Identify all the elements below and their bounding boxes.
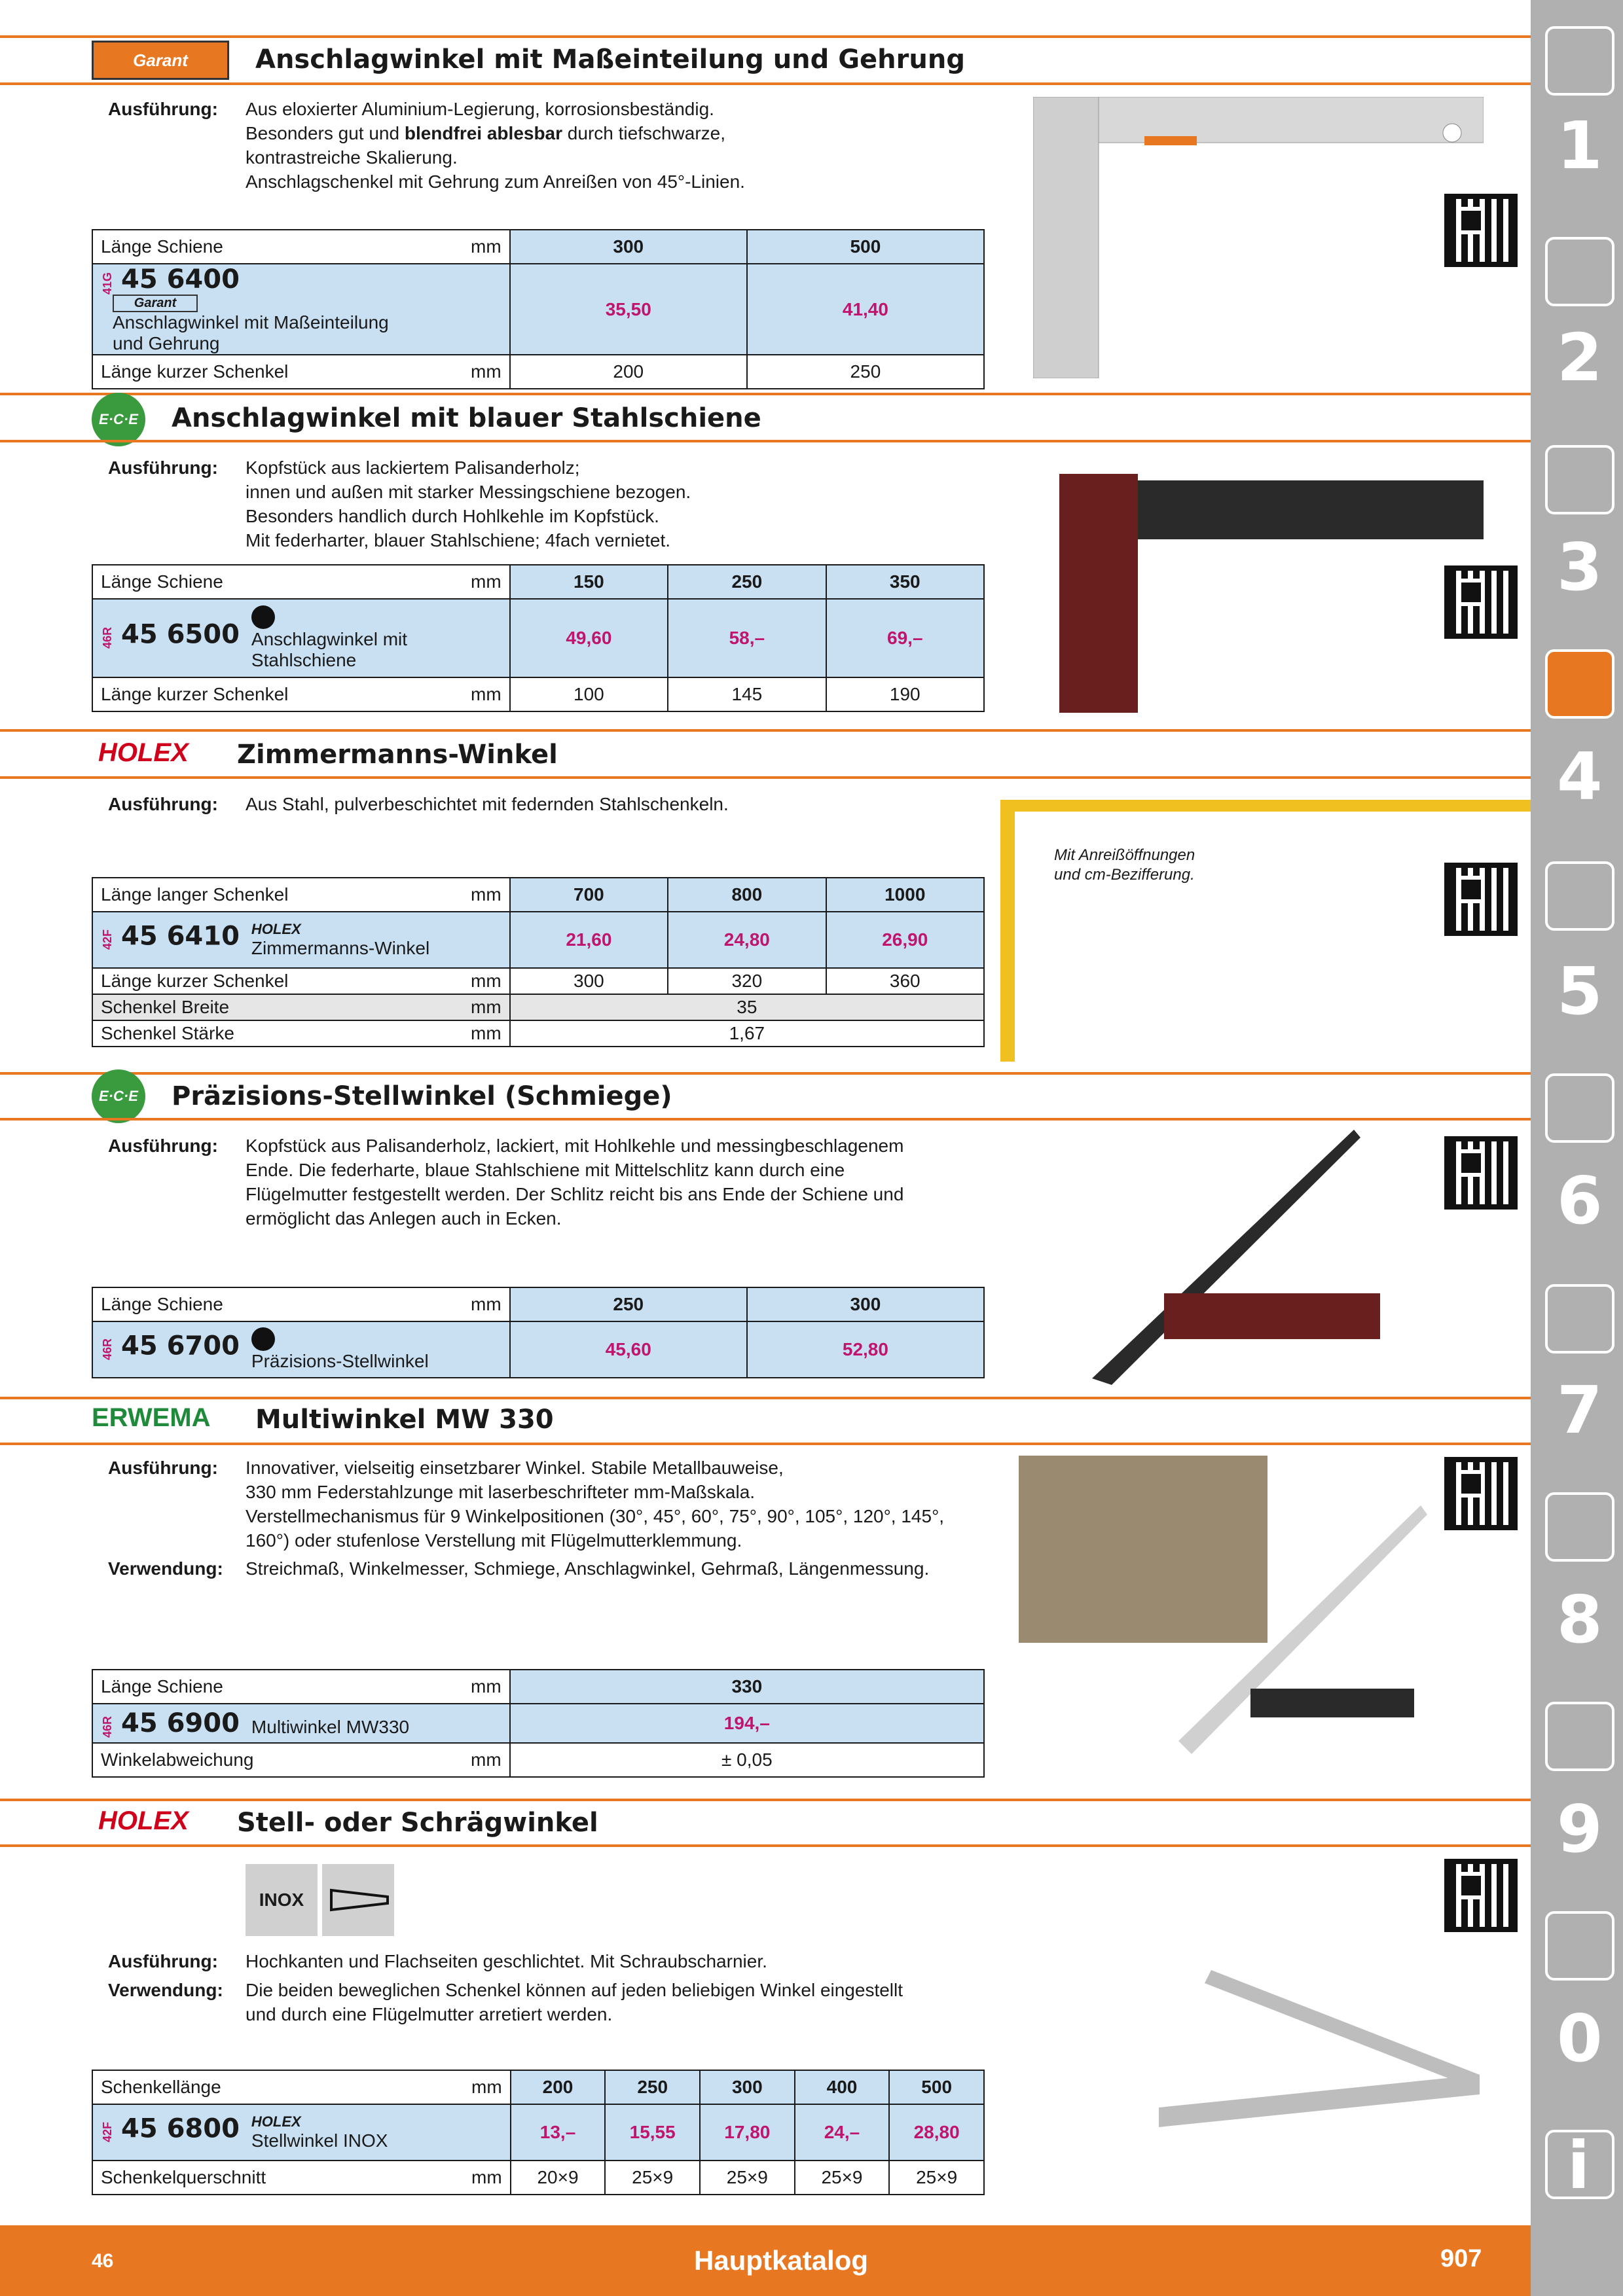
- price: 28,80: [889, 2104, 984, 2161]
- desc-label: Ausführung:: [108, 794, 218, 814]
- price: 17,80: [700, 2104, 795, 2161]
- inox-badge: INOX: [246, 1864, 318, 1936]
- article-cell: [92, 2104, 511, 2161]
- desc-text: Innovativer, vielseitig einsetzbarer Winkel. Stabile Metallbauweise, 330 mm Federstahlzunge mit laserbeschrifteter mm-Maßskala. Verstellmechanismus für 9 Winkelpositionen (30°, 45°, 60°, 75°, 90°, 105°, 120°, 145°, 160°) oder stufenlose Verstellung mit Flügelmutterklemmung.: [246, 1458, 945, 1551]
- article-name: Multiwinkel MW330: [251, 1716, 410, 1737]
- chapter-number: 2: [1557, 319, 1603, 396]
- section-divider: [0, 440, 1531, 442]
- qr-code[interactable]: [1444, 1859, 1518, 1932]
- row-label: Länge Schiene: [92, 230, 459, 264]
- unit: mm: [459, 994, 509, 1020]
- chapter-tab[interactable]: [1545, 1284, 1614, 1354]
- spec-table: [92, 2070, 985, 2195]
- article-name: Zimmermanns-Winkel: [251, 938, 430, 958]
- desc-label: Verwendung:: [108, 1558, 223, 1579]
- unit: mm: [460, 2070, 510, 2104]
- section-divider: [0, 1844, 1531, 1847]
- col-header: 1000: [826, 878, 984, 912]
- col-header: 250: [668, 565, 826, 599]
- value: 320: [668, 968, 826, 994]
- holex-logo: HOLEX: [98, 1806, 189, 1835]
- desc-label: Ausführung:: [108, 1458, 218, 1478]
- article-name: Präzisions-Stellwinkel: [251, 1351, 429, 1371]
- article-cell: [92, 264, 510, 355]
- article-cell: [92, 1321, 510, 1378]
- article-code: 42F: [101, 929, 114, 950]
- section-title: Anschlagwinkel mit Maßeinteilung und Gehrung: [255, 45, 965, 75]
- value: 190: [826, 677, 984, 711]
- product-image: [1152, 1964, 1486, 2179]
- section-divider: [0, 1799, 1531, 1801]
- price: 45,60: [510, 1321, 747, 1378]
- chapter-number: 9: [1557, 1791, 1603, 1867]
- col-header: 400: [795, 2070, 890, 2104]
- desc-label: Ausführung:: [108, 457, 218, 478]
- row-label: Schenkelquerschnitt: [92, 2161, 460, 2195]
- desc-text: Kopfstück aus lackiertem Palisanderholz; innen und außen mit starker Messingschiene bezogen. Besonders handlich durch Hohlkehle im Kopfstück. Mit federharter, blauer Stahlschiene; 4fach vernietet.: [246, 457, 691, 550]
- price: 21,60: [510, 912, 668, 968]
- value: 20×9: [511, 2161, 606, 2195]
- chapter-tab-active[interactable]: [1545, 649, 1614, 719]
- row-label: Winkelabweichung: [92, 1743, 459, 1777]
- chapter-number: 6: [1557, 1162, 1603, 1239]
- desc-text: Die beiden beweglichen Schenkel können auf jeden beliebigen Winkel eingestellt und durch eine Flügelmutter arretiert werden.: [246, 1980, 903, 2024]
- unit: mm: [459, 565, 509, 599]
- price: 49,60: [510, 599, 668, 677]
- product-image: [1178, 1505, 1427, 1780]
- section-divider: [0, 1118, 1531, 1121]
- section-divider: [0, 35, 1531, 38]
- section-divider: [0, 729, 1531, 732]
- holex-logo: HOLEX: [98, 738, 189, 767]
- spec-table: [92, 229, 985, 389]
- col-header: 700: [510, 878, 668, 912]
- ece-logo: E·C·E: [92, 393, 145, 446]
- garant-logo: Garant: [92, 41, 229, 80]
- brand-logo: HOLEX: [251, 2113, 301, 2130]
- qr-code[interactable]: [1444, 1136, 1518, 1210]
- description: [108, 1456, 1025, 1587]
- price: 69,–: [826, 599, 984, 677]
- value: 100: [510, 677, 668, 711]
- article-cell: [92, 1704, 510, 1743]
- row-label: Länge kurzer Schenkel: [92, 677, 459, 711]
- article-code: 46R: [101, 1338, 114, 1361]
- section-divider: [0, 1072, 1531, 1075]
- article-number[interactable]: 45 6400: [121, 264, 240, 295]
- spec-table: [92, 877, 985, 1047]
- col-header: 500: [889, 2070, 984, 2104]
- unit: mm: [459, 968, 509, 994]
- article-name: Stellwinkel INOX: [251, 2130, 388, 2151]
- price: 13,–: [511, 2104, 606, 2161]
- row-label: Länge kurzer Schenkel: [92, 355, 459, 389]
- unit: mm: [459, 677, 509, 711]
- desc-label: Ausführung:: [108, 1136, 218, 1156]
- article-name: Anschlagwinkel mit Stahlschiene: [251, 629, 408, 670]
- article-number[interactable]: 45 6410: [121, 921, 240, 952]
- footer-bar: [0, 2225, 1531, 2296]
- desc-label: Ausführung:: [108, 1951, 218, 1971]
- col-header: 800: [668, 878, 826, 912]
- row-label: Schenkellänge: [92, 2070, 460, 2104]
- col-header: 150: [510, 565, 668, 599]
- description: [108, 1949, 1025, 2028]
- page-number: 46: [92, 2250, 114, 2272]
- image-note: Mit Anreißöffnungen und cm-Bezifferung.: [1054, 846, 1195, 884]
- section-divider: [0, 1443, 1531, 1445]
- unit: mm: [459, 1287, 509, 1321]
- spec-table: [92, 1287, 985, 1378]
- article-cell: [92, 912, 510, 968]
- erwema-logo: ERWEMA: [92, 1403, 211, 1432]
- chapter-tab[interactable]: [1545, 26, 1614, 96]
- value: 1,67: [510, 1020, 984, 1047]
- product-image: [1059, 474, 1484, 713]
- brand-logo: HOLEX: [251, 921, 301, 937]
- article-code: 41G: [101, 272, 114, 295]
- price: 35,50: [510, 264, 747, 355]
- article-code: 46R: [101, 627, 114, 649]
- price: 24,–: [795, 2104, 890, 2161]
- section-title: Multiwinkel MW 330: [255, 1405, 554, 1435]
- chapter-tab[interactable]: [1545, 445, 1614, 514]
- row-label: Länge langer Schenkel: [92, 878, 459, 912]
- description: [108, 1134, 1025, 1238]
- col-header: 250: [605, 2070, 700, 2104]
- article-name: Anschlagwinkel mit Maßeinteilung und Gehrung: [113, 312, 389, 353]
- article-number[interactable]: 45 6500: [121, 619, 240, 650]
- chapter-number: 1: [1557, 107, 1603, 184]
- article-code: 42F: [101, 2122, 114, 2143]
- value: 35: [510, 994, 984, 1020]
- spec-table: [92, 1669, 985, 1778]
- ece-logo: E·C·E: [92, 1069, 145, 1123]
- section-divider: [0, 1397, 1531, 1399]
- unit: mm: [459, 230, 509, 264]
- value: 25×9: [605, 2161, 700, 2195]
- value: 250: [747, 355, 984, 389]
- brand-logo: Garant: [113, 295, 198, 312]
- article-number[interactable]: 45 6800: [121, 2113, 240, 2144]
- blade-icon: [322, 1864, 394, 1936]
- ece-icon: [251, 1327, 275, 1351]
- chapter-number: 3: [1557, 529, 1603, 605]
- description: [108, 456, 1025, 560]
- chapter-tab[interactable]: [1545, 1702, 1614, 1771]
- row-label: Länge Schiene: [92, 1287, 459, 1321]
- value: 360: [826, 968, 984, 994]
- price: 58,–: [668, 599, 826, 677]
- qr-code[interactable]: [1444, 194, 1518, 267]
- unit: mm: [459, 878, 509, 912]
- section-divider: [0, 82, 1531, 85]
- section-title: Präzisions-Stellwinkel (Schmiege): [172, 1081, 672, 1111]
- unit: mm: [459, 1020, 509, 1047]
- value: ± 0,05: [510, 1743, 984, 1777]
- chapter-tab[interactable]: [1545, 237, 1614, 306]
- catalog-name: Hauptkatalog: [694, 2245, 869, 2276]
- article-cell: [92, 599, 510, 677]
- chapter-number: 7: [1557, 1372, 1603, 1448]
- chapter-number: 4: [1557, 738, 1603, 815]
- unit: mm: [459, 1743, 509, 1777]
- unit: mm: [459, 355, 509, 389]
- section-title: Stell- oder Schrägwinkel: [237, 1808, 598, 1838]
- chapter-tab[interactable]: [1545, 1911, 1614, 1981]
- desc-label: Ausführung:: [108, 99, 218, 119]
- desc-label: Verwendung:: [108, 1980, 223, 2000]
- chapter-sidebar: [1531, 0, 1623, 2296]
- row-label: Schenkel Breite: [92, 994, 459, 1020]
- price: 24,80: [668, 912, 826, 968]
- description: [108, 792, 1025, 818]
- article-number[interactable]: 45 6900: [121, 1708, 240, 1738]
- chapter-number: 0: [1557, 2000, 1603, 2077]
- price: 26,90: [826, 912, 984, 968]
- qr-code[interactable]: [1444, 863, 1518, 936]
- chapter-number: 5: [1557, 953, 1603, 1030]
- info-icon: i: [1567, 2127, 1590, 2204]
- row-label: Länge Schiene: [92, 1670, 459, 1704]
- value: 200: [510, 355, 747, 389]
- desc-text: Hochkanten und Flachseiten geschlichtet. Mit Schraubscharnier.: [246, 1951, 767, 1971]
- qr-code[interactable]: [1444, 1457, 1518, 1530]
- col-header: 350: [826, 565, 984, 599]
- spec-table: [92, 564, 985, 712]
- product-image: [1033, 97, 1484, 378]
- row-label: Schenkel Stärke: [92, 1020, 459, 1047]
- section-divider: [0, 776, 1531, 779]
- desc-text: Aus eloxierter Aluminium-Legierung, korrosionsbeständig. Besonders gut und blendfrei ablesbar durch tiefschwarze, kontrastreiche Skalierung. Anschlagschenkel mit Gehrung zum Anreißen von 45°-Linien.: [246, 99, 745, 192]
- section-title: Anschlagwinkel mit blauer Stahlschiene: [172, 403, 761, 433]
- chapter-number: 8: [1557, 1581, 1603, 1658]
- article-code: 46R: [101, 1716, 114, 1738]
- catalog-page-number: 907: [1440, 2245, 1482, 2272]
- row-label: Länge Schiene: [92, 565, 459, 599]
- col-header: 300: [700, 2070, 795, 2104]
- col-header: 500: [747, 230, 984, 264]
- section-title: Zimmermanns-Winkel: [237, 740, 558, 770]
- desc-text: Kopfstück aus Palisanderholz, lackiert, mit Hohlkehle und messingbeschlagenem Ende. Die federharte, blaue Stahlschiene mit Mittelschlitz kann durch eine Flügelmutter festgestellt werden. Der Schlitz reicht bis ans Ende der Schiene und ermöglicht das Anlegen auch in Ecken.: [246, 1136, 904, 1229]
- article-number[interactable]: 45 6700: [121, 1331, 240, 1361]
- col-header: 300: [510, 230, 747, 264]
- value: 145: [668, 677, 826, 711]
- product-image: [1092, 1130, 1418, 1385]
- desc-text: Streichmaß, Winkelmesser, Schmiege, Anschlagwinkel, Gehrmaß, Längenmessung.: [246, 1558, 930, 1579]
- chapter-tab[interactable]: [1545, 861, 1614, 931]
- row-label: Länge kurzer Schenkel: [92, 968, 459, 994]
- value: 25×9: [795, 2161, 890, 2195]
- desc-text: Aus Stahl, pulverbeschichtet mit federnden Stahlschenkeln.: [246, 794, 729, 814]
- price: 52,80: [747, 1321, 984, 1378]
- chapter-tab[interactable]: [1545, 1492, 1614, 1562]
- value: 25×9: [889, 2161, 984, 2195]
- section-divider: [0, 393, 1531, 395]
- chapter-tab[interactable]: [1545, 1073, 1614, 1143]
- qr-code[interactable]: [1444, 565, 1518, 639]
- col-header: 300: [747, 1287, 984, 1321]
- ece-icon: [251, 605, 275, 629]
- unit: mm: [460, 2161, 510, 2195]
- description: [108, 97, 1025, 202]
- col-header: 330: [510, 1670, 984, 1704]
- unit: mm: [459, 1670, 509, 1704]
- price: 194,–: [510, 1704, 984, 1743]
- price: 15,55: [605, 2104, 700, 2161]
- value: 300: [510, 968, 668, 994]
- value: 25×9: [700, 2161, 795, 2195]
- col-header: 200: [511, 2070, 606, 2104]
- price: 41,40: [747, 264, 984, 355]
- col-header: 250: [510, 1287, 747, 1321]
